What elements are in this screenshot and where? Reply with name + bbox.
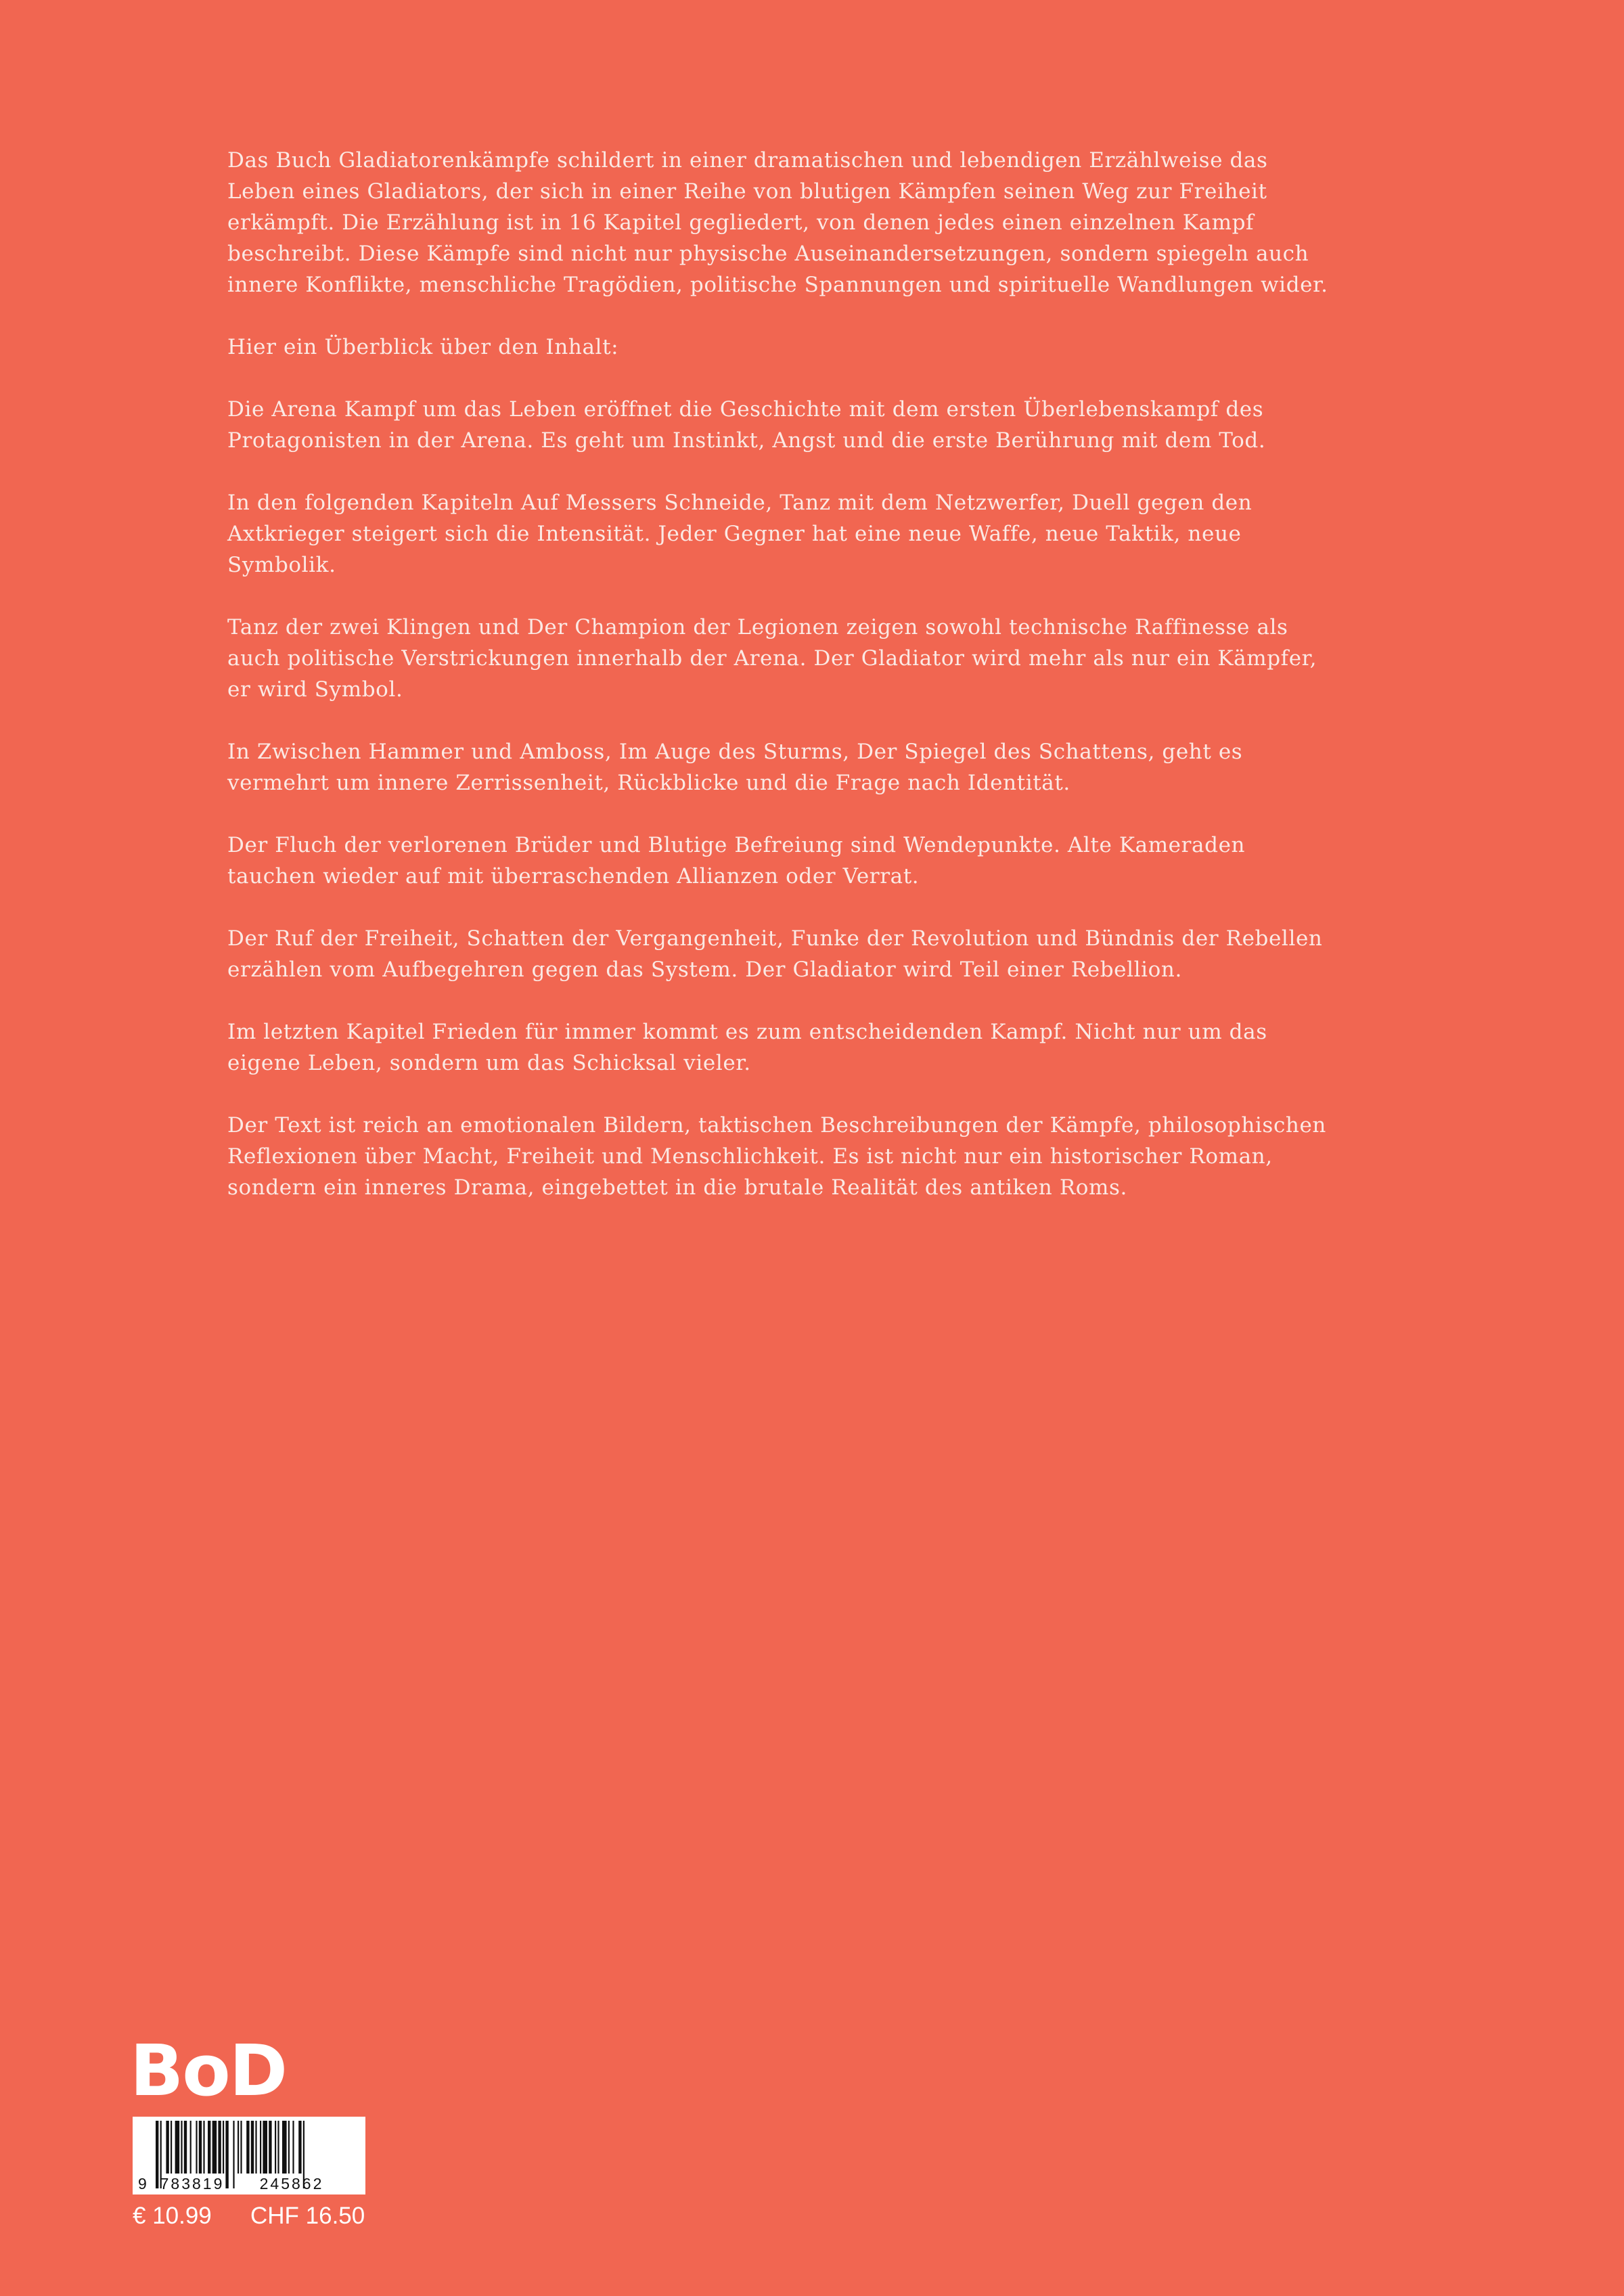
barcode-bar xyxy=(263,2121,267,2174)
publisher-logo: BoD xyxy=(130,2029,287,2112)
barcode-bar xyxy=(298,2121,301,2174)
barcode-bar xyxy=(282,2121,287,2174)
blurb-paragraph-10: Der Text ist reich an emotionalen Bildern, taktischen Beschreibungen der Kämpfe, philosophischen Reflexionen über Macht, Freiheit und Menschlichkeit. Es ist nicht nur ein historischer Roman, sondern ein inneres Drama, eingebettet in die brutale Realität des antiken Roms. xyxy=(227,1113,1326,1200)
barcode-bar xyxy=(196,2121,197,2174)
barcode-digits-right: 245862 xyxy=(259,2175,324,2192)
barcode-bar xyxy=(246,2121,249,2174)
barcode-bar xyxy=(240,2121,242,2174)
blurb-paragraph-6: In Zwischen Hammer und Amboss, Im Auge des Sturms, Der Spiegel des Schattens, geht es vermehrt um innere Zerrissenheit, Rückblicke und die Frage nach Identität. xyxy=(227,740,1243,795)
barcode-bar xyxy=(260,2121,261,2174)
barcode-bar xyxy=(171,2121,172,2174)
barcode-bar xyxy=(251,2121,254,2174)
blurb-paragraph-3: Die Arena Kampf um das Leben eröffnet die Geschichte mit dem ersten Überlebenskampf des Protagonisten in der Arena. Es geht um Instinkt, Angst und die erste Berührung mit dem Tod. xyxy=(227,397,1266,453)
barcode-bar xyxy=(166,2121,168,2174)
barcode-digit-prefix: 9 xyxy=(138,2175,147,2192)
barcode-bar xyxy=(181,2121,182,2174)
blurb-paragraph-8: Der Ruf der Freiheit, Schatten der Vergangenheit, Funke der Revolution und Bündnis der Rebellen erzählen vom Aufbegehren gegen das System. Der Gladiator wird Teil einer Rebellion. xyxy=(227,926,1323,982)
barcode-bar xyxy=(175,2121,180,2174)
barcode-bar xyxy=(292,2121,294,2174)
barcode-bar xyxy=(238,2121,239,2174)
blurb-paragraph-5: Tanz der zwei Klingen und Der Champion der Legionen zeigen sowohl technische Raffinesse als auch politische Verstrickungen innerhalb der Arena. Der Gladiator wird mehr als nur ein Kämpfer, er wird Symbol. xyxy=(227,615,1317,702)
barcode-bar xyxy=(225,2121,228,2188)
barcode-bar xyxy=(208,2121,210,2174)
barcode-bar xyxy=(190,2121,191,2174)
barcode-graphic xyxy=(133,2117,365,2194)
blurb-paragraph-9: Im letzten Kapitel Frieden für immer kommt es zum entscheidenden Kampf. Nicht nur um das eigene Leben, sondern um das Schicksal vieler. xyxy=(227,1020,1267,1075)
barcode-bar xyxy=(275,2121,276,2174)
barcode-bar xyxy=(255,2121,256,2174)
barcode-bar xyxy=(218,2121,221,2174)
isbn-barcode xyxy=(133,2117,365,2194)
barcode-digits-left: 783819 xyxy=(160,2175,225,2192)
blurb-paragraph-7: Der Fluch der verlorenen Brüder und Blutige Befreiung sind Wendepunkte. Alte Kameraden tauchen wieder auf mit überraschenden Allianzen oder Verrat. xyxy=(227,833,1246,888)
blurb-paragraph-4: In den folgenden Kapiteln Auf Messers Schneide, Tanz mit dem Netzwerfer, Duell gegen den Axtkrieger steigert sich die Intensität. Jeder Gegner hat eine neue Waffe, neue Taktik, neue Symbolik. xyxy=(227,491,1253,577)
barcode-bar xyxy=(199,2121,202,2174)
barcode-bar xyxy=(269,2121,271,2174)
barcode-bar xyxy=(212,2121,217,2174)
barcode-bar xyxy=(288,2121,290,2174)
blurb-paragraph-1: Das Buch Gladiatorenkämpfe schildert in einer dramatischen und lebendigen Erzählweise das Leben eines Gladiators, der sich in einer Reihe von blutigen Kämpfen seinen Weg zur Freiheit erkämpft. Die Erzählung ist in 16 Kapitel gegliedert, von denen jedes einen einzelnen Kampf beschreibt. Diese Kämpfe sind nicht nur physische Auseinandersetzungen, sondern spiegeln auch innere Konflikte, menschliche Tragödien, politische Spannungen und spirituelle Wandlungen wider. xyxy=(227,148,1328,297)
barcode-bar xyxy=(277,2121,279,2174)
blurb-paragraph-2: Hier ein Überblick über den Inhalt: xyxy=(227,335,619,359)
price-chf: CHF 16.50 xyxy=(250,2203,365,2229)
barcode-bar xyxy=(233,2121,234,2188)
barcode-bar xyxy=(184,2121,187,2174)
price-eur: € 10.99 xyxy=(133,2203,212,2229)
barcode-bar xyxy=(156,2121,158,2188)
barcode-bar xyxy=(203,2121,204,2174)
blurb-text xyxy=(227,145,1337,1234)
barcode-bar xyxy=(223,2121,224,2174)
